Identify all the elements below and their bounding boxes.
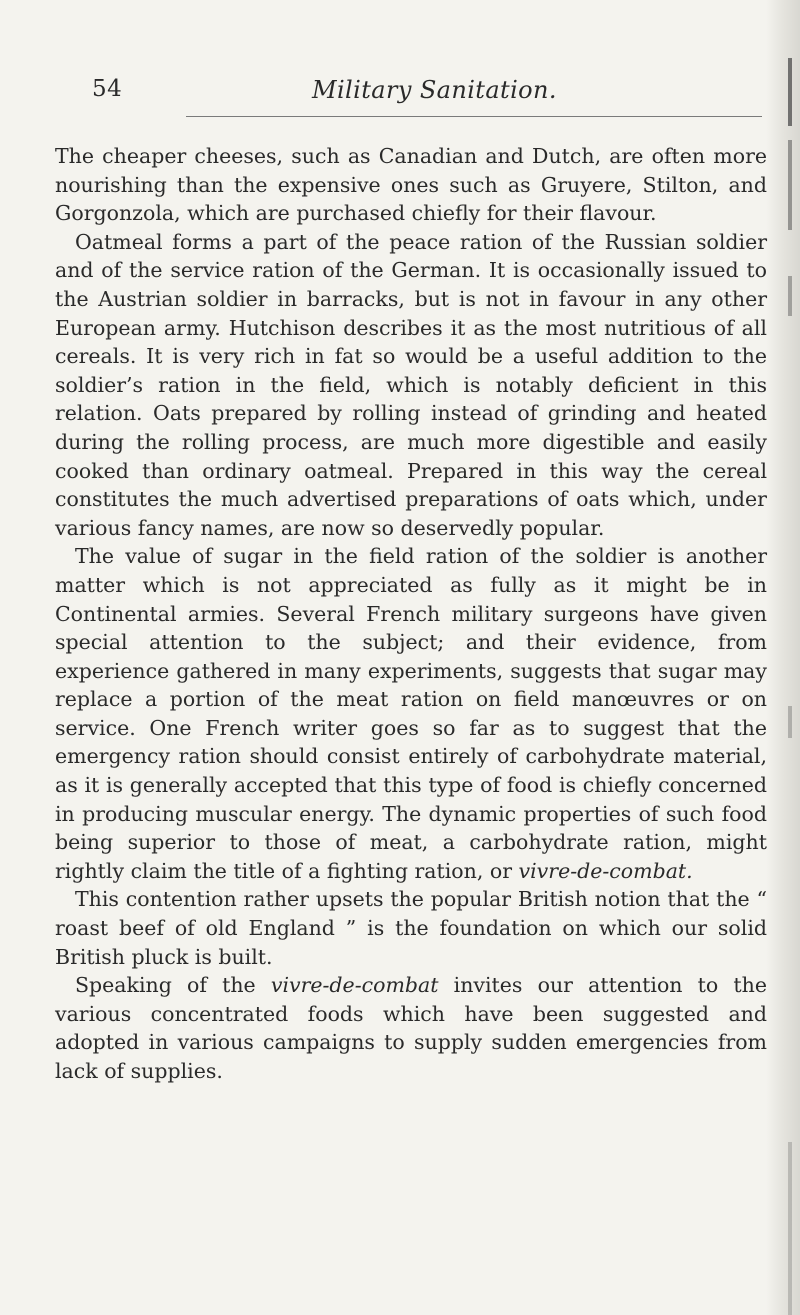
header-rule [186,116,762,117]
paragraph-2: Oatmeal forms a part of the peace ration of the Russian soldier and of the service ration of the German. It is occasionally issued to the Austrian soldier in barracks, but is not in favour in any other European army. Hutchison describes it as the most nutritious of all cereals. It is very rich in fat so would be a useful addition to the soldier’s ration in the field, which is notably deficient in this relation. Oats prepared by rolling instead of grinding and heated during the rolling process, are much more digestible and easily cooked than ordinary oatmeal. Prepared in this way the cereal constitutes the much advertised preparations of oats which, under various fancy names, are now so deservedly popular. [55,229,767,540]
paragraph-3-italic-term: vivre-de-combat. [518,858,693,883]
paragraph-5 [55,971,767,1085]
page-header [0,72,800,112]
edge-mark [788,706,792,738]
paragraph-5-text-before: Speaking of the [75,973,271,998]
edge-mark [788,140,792,230]
paragraph-3 [55,542,767,885]
page-edge-shadow [766,0,800,1315]
page-number: 54 [92,76,123,102]
paragraph-1: The cheaper cheeses, such as Canadian and Dutch, are often more nourishing than the expensive ones such as Gruyere, Stilton, and Gorgonzola, which are purchased chiefly for their flavour. [55,144,767,226]
paragraph-4: This contention rather upsets the popular British notion that the “ roast beef of old England ” is the foundation on which our solid British pluck is built. [55,887,767,969]
paragraph-5-text-after: invites our attention to the various concentrated foods which have been suggested and adopted in various campaigns to supply sudden emergencies from lack of supplies. [55,973,767,1083]
page-body-text [55,142,767,1086]
edge-mark [788,1142,792,1315]
paragraph-3-text: The value of sugar in the field ration of the soldier is another matter which is not appreciated as fully as it might be in Continental armies. Several French military surgeons have given special attention to the subject; and their evidence, from experience gathered in many experiments, suggests that sugar may replace a portion of the meat ration on field manœuvres or on service. One French writer goes so far as to suggest that the emergency ration should consist entirely of carbohydrate material, as it is generally accepted that this type of food is chiefly concerned in producing muscular energy. The dynamic properties of such food being superior to those of meat, a carbohydrate ration, might rightly claim the title of a fighting ration, or [55,544,767,883]
running-title: Military Sanitation. [312,76,557,104]
paragraph-5-italic-term: vivre-de-combat [270,973,439,998]
edge-mark [788,276,792,316]
